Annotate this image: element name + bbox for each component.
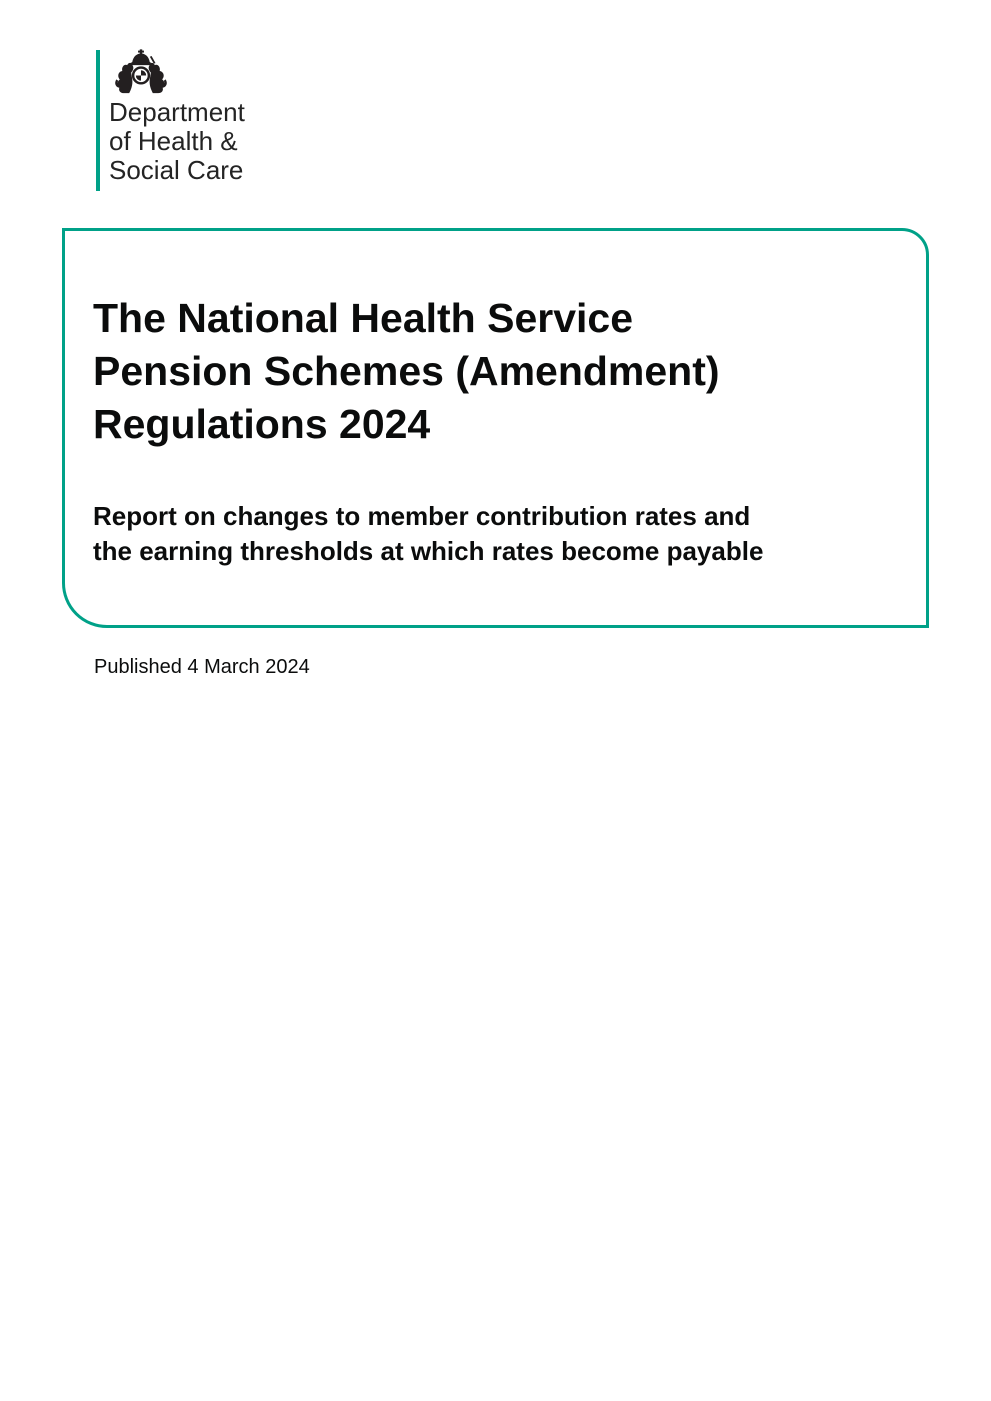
report-subtitle-line: Report on changes to member contribution rates and [93, 501, 751, 531]
dhsc-logo [96, 49, 356, 194]
royal-coat-of-arms-icon [109, 49, 173, 96]
title-box [62, 228, 929, 628]
department-name-line: Department [109, 97, 245, 127]
report-subtitle-line: the earning thresholds at which rates become payable [93, 536, 764, 566]
logo-accent-bar [96, 50, 100, 191]
published-date: Published 4 March 2024 [94, 656, 310, 678]
report-title [93, 292, 896, 451]
department-name-line: Social Care [109, 155, 244, 185]
report-title-line: Pension Schemes (Amendment) [93, 348, 720, 394]
report-subtitle [93, 499, 896, 569]
department-name [109, 98, 245, 185]
report-title-line: The National Health Service [93, 295, 634, 341]
department-name-line: of Health & [109, 126, 238, 156]
report-title-line: Regulations 2024 [93, 401, 431, 447]
